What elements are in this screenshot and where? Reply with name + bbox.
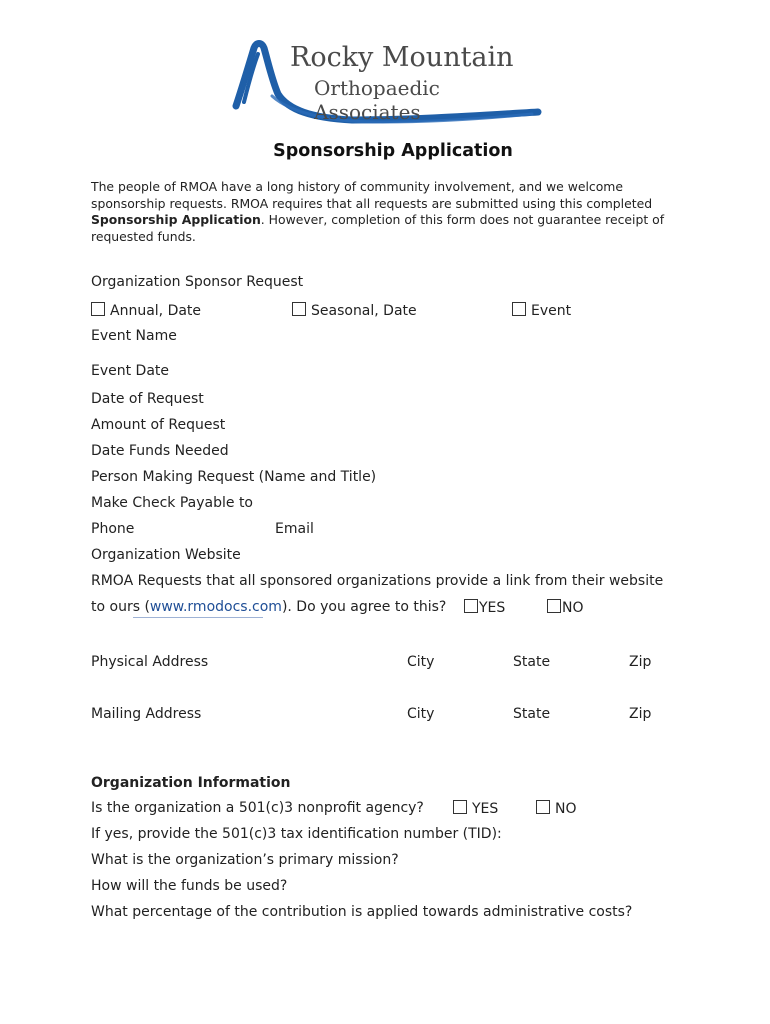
- annual-label: Annual, Date: [110, 303, 202, 319]
- link-request-line1: RMOA Requests that all sponsored organizations provide a link from their website: [91, 573, 664, 589]
- phone-label: Phone: [91, 521, 135, 537]
- page-title: Sponsorship Application: [273, 141, 513, 161]
- intro-paragraph: [91, 179, 691, 245]
- link-no-label: NO: [562, 600, 584, 616]
- event-option[interactable]: [512, 302, 571, 319]
- event-checkbox[interactable]: [512, 302, 526, 316]
- intro-text-1: The people of RMOA have a long history of community involvement, and we welcome sponsorship requests. RMOA requires that all requests are submitted using this completed: [91, 179, 653, 211]
- annual-option[interactable]: [91, 302, 201, 319]
- seasonal-checkbox[interactable]: [292, 302, 306, 316]
- link-no-option[interactable]: [547, 599, 584, 616]
- physical-state-label: State: [513, 654, 551, 670]
- nonprofit-yes-checkbox[interactable]: [453, 800, 467, 814]
- event-label: Event: [531, 303, 572, 319]
- admin-pct-label: What percentage of the contribution is applied towards administrative costs?: [91, 904, 633, 920]
- org-info-heading: Organization Information: [91, 775, 291, 791]
- physical-city-label: City: [407, 654, 435, 670]
- annual-checkbox[interactable]: [91, 302, 105, 316]
- link-yes-option[interactable]: [464, 599, 505, 616]
- amount-label: Amount of Request: [91, 417, 226, 433]
- nonprofit-no-option[interactable]: [536, 800, 577, 817]
- date-of-request-label: Date of Request: [91, 391, 204, 407]
- seasonal-label: Seasonal, Date: [311, 303, 417, 319]
- link-yes-checkbox[interactable]: [464, 599, 478, 613]
- link-request-line2: [91, 599, 446, 615]
- mission-label: What is the organization’s primary mission?: [91, 852, 399, 868]
- nonprofit-no-label: NO: [555, 801, 577, 817]
- link-request-post: ). Do you agree to this?: [281, 599, 447, 615]
- mailing-city-label: City: [407, 706, 435, 722]
- person-label: Person Making Request (Name and Title): [91, 469, 377, 485]
- logo-line-1: Rocky Mountain: [290, 42, 514, 73]
- intro-text-2: . However, completion of this form does not guarantee receipt of requested funds.: [91, 212, 665, 244]
- mailing-zip-label: Zip: [629, 706, 652, 722]
- nonprofit-no-checkbox[interactable]: [536, 800, 550, 814]
- funds-needed-label: Date Funds Needed: [91, 443, 229, 459]
- link-underline: [133, 617, 263, 618]
- rmoa-logo: [232, 40, 552, 130]
- physical-zip-label: Zip: [629, 654, 652, 670]
- website-label: Organization Website: [91, 547, 241, 563]
- link-yes-label: YES: [479, 600, 506, 616]
- nonprofit-yes-option[interactable]: [453, 800, 498, 817]
- intro-bold: Sponsorship Application: [91, 212, 261, 227]
- nonprofit-question: Is the organization a 501(c)3 nonprofit agency?: [91, 800, 424, 816]
- seasonal-option[interactable]: [292, 302, 417, 319]
- tid-label: If yes, provide the 501(c)3 tax identification number (TID):: [91, 826, 502, 842]
- mailing-address-label: Mailing Address: [91, 706, 202, 722]
- link-no-checkbox[interactable]: [547, 599, 561, 613]
- event-date-label: Event Date: [91, 363, 170, 379]
- logo-line-2: Orthopaedic Associates: [314, 76, 440, 124]
- email-label: Email: [275, 521, 314, 537]
- link-request-pre: to ours (: [91, 599, 150, 615]
- physical-address-label: Physical Address: [91, 654, 209, 670]
- rmodocs-link[interactable]: www.rmodocs.com: [149, 599, 282, 615]
- funds-use-label: How will the funds be used?: [91, 878, 288, 894]
- sponsor-request-heading: Organization Sponsor Request: [91, 274, 304, 290]
- event-name-label: Event Name: [91, 328, 177, 344]
- mailing-state-label: State: [513, 706, 551, 722]
- nonprofit-yes-label: YES: [472, 801, 499, 817]
- payable-label: Make Check Payable to: [91, 495, 253, 511]
